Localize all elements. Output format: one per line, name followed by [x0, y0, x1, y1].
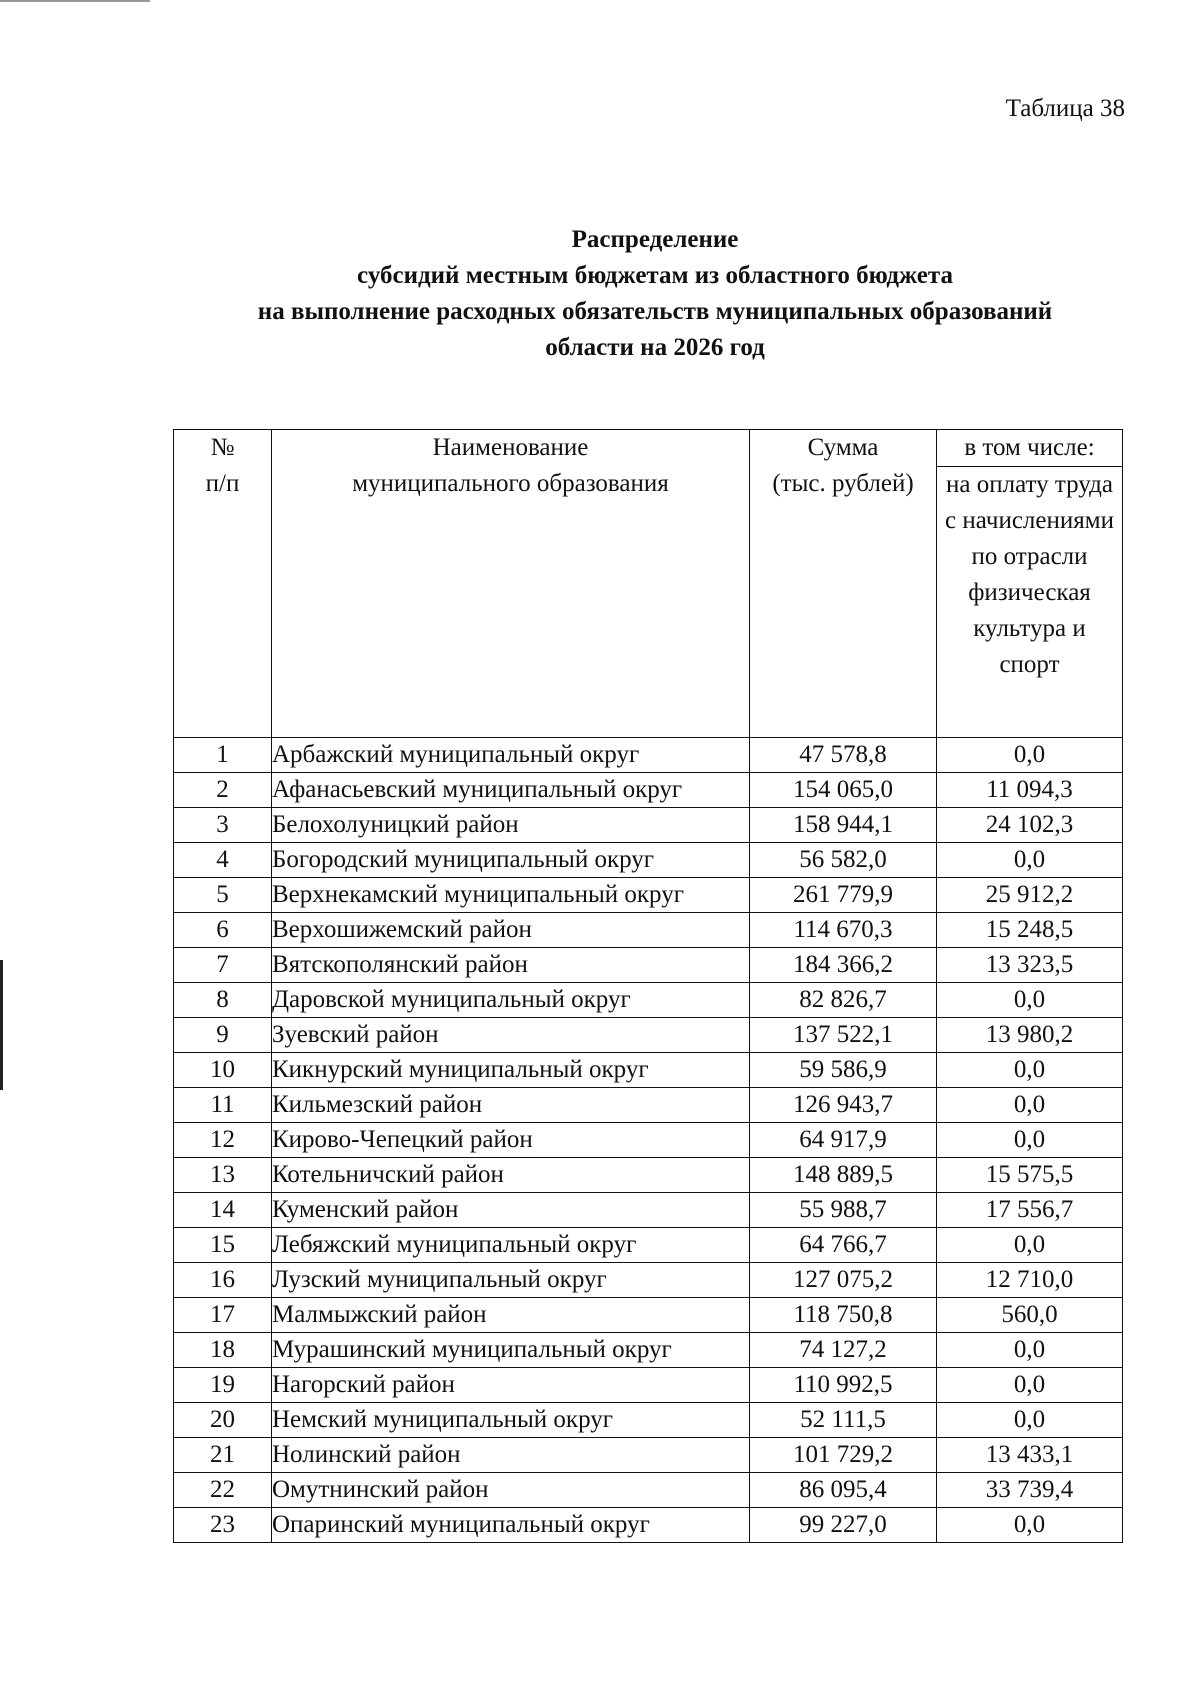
row-name: Котельничский район	[272, 1158, 750, 1193]
table-row	[174, 808, 1123, 843]
table-row	[174, 1298, 1123, 1333]
row-number: 17	[174, 1298, 272, 1333]
row-part: 0,0	[937, 1228, 1123, 1263]
row-part: 0,0	[937, 1088, 1123, 1123]
row-name: Мурашинский муниципальный округ	[272, 1333, 750, 1368]
row-number: 6	[174, 913, 272, 948]
table-row	[174, 1333, 1123, 1368]
table-row	[174, 1403, 1123, 1438]
row-part: 0,0	[937, 1333, 1123, 1368]
row-part: 12 710,0	[937, 1263, 1123, 1298]
row-sum: 52 111,5	[750, 1403, 937, 1438]
scan-edge-mark	[0, 0, 150, 2]
header-text: муниципального образования	[352, 470, 669, 497]
row-number: 9	[174, 1018, 272, 1053]
row-part: 560,0	[937, 1298, 1123, 1333]
row-part: 25 912,2	[937, 878, 1123, 913]
row-sum: 118 750,8	[750, 1298, 937, 1333]
header-text: Сумма	[807, 434, 879, 461]
header-text: №	[210, 434, 235, 461]
table-row	[174, 1508, 1123, 1543]
row-part: 33 739,4	[937, 1473, 1123, 1508]
scan-edge-mark-left	[0, 960, 3, 1090]
row-sum: 64 917,9	[750, 1123, 937, 1158]
row-sum: 101 729,2	[750, 1438, 937, 1473]
header-text: (тыс. рублей)	[772, 470, 914, 497]
row-part: 0,0	[937, 738, 1123, 773]
table-row	[174, 1228, 1123, 1263]
row-name: Нагорский район	[272, 1368, 750, 1403]
row-number: 20	[174, 1403, 272, 1438]
table-row	[174, 1368, 1123, 1403]
row-sum: 86 095,4	[750, 1473, 937, 1508]
table-number: Таблица 38	[1005, 95, 1125, 122]
table-row	[174, 913, 1123, 948]
row-sum: 261 779,9	[750, 878, 937, 913]
row-part: 0,0	[937, 1123, 1123, 1158]
column-header-number	[174, 430, 272, 738]
heading-line: на выполнение расходных обязательств муниципальных образований	[257, 298, 1053, 325]
row-part: 15 575,5	[937, 1158, 1123, 1193]
row-part: 0,0	[937, 1053, 1123, 1088]
row-number: 2	[174, 773, 272, 808]
row-part: 17 556,7	[937, 1193, 1123, 1228]
row-name: Лебяжский муниципальный округ	[272, 1228, 750, 1263]
table-row	[174, 1193, 1123, 1228]
row-number: 5	[174, 878, 272, 913]
row-sum: 158 944,1	[750, 808, 937, 843]
table-row	[174, 738, 1123, 773]
row-name: Кирово-Чепецкий район	[272, 1123, 750, 1158]
row-number: 10	[174, 1053, 272, 1088]
row-name: Вятскополянский район	[272, 948, 750, 983]
row-name: Опаринский муниципальный округ	[272, 1508, 750, 1543]
row-number: 1	[174, 738, 272, 773]
row-number: 23	[174, 1508, 272, 1543]
table-row	[174, 1123, 1123, 1158]
row-name: Арбажский муниципальный округ	[272, 738, 750, 773]
row-number: 18	[174, 1333, 272, 1368]
table-row	[174, 1088, 1123, 1123]
heading-line: субсидий местным бюджетам из областного бюджета	[357, 262, 953, 289]
row-part: 0,0	[937, 1508, 1123, 1543]
row-number: 4	[174, 843, 272, 878]
heading-line: области на 2026 год	[545, 334, 765, 361]
header-text: п/п	[205, 470, 240, 497]
table-body	[174, 738, 1123, 1543]
row-name: Нолинский район	[272, 1438, 750, 1473]
row-name: Белохолуницкий район	[272, 808, 750, 843]
row-number: 7	[174, 948, 272, 983]
table-row	[174, 843, 1123, 878]
table-row	[174, 1053, 1123, 1088]
row-part: 0,0	[937, 983, 1123, 1018]
row-name: Даровской муниципальный округ	[272, 983, 750, 1018]
row-part: 24 102,3	[937, 808, 1123, 843]
table-row	[174, 1158, 1123, 1193]
row-part: 13 323,5	[937, 948, 1123, 983]
column-header-sum	[750, 430, 937, 738]
row-number: 8	[174, 983, 272, 1018]
row-number: 13	[174, 1158, 272, 1193]
table-row	[174, 773, 1123, 808]
row-name: Немский муниципальный округ	[272, 1403, 750, 1438]
row-number: 22	[174, 1473, 272, 1508]
heading-line: Распределение	[571, 226, 739, 253]
row-name: Зуевский район	[272, 1018, 750, 1053]
row-sum: 127 075,2	[750, 1263, 937, 1298]
row-part: 0,0	[937, 1368, 1123, 1403]
row-sum: 184 366,2	[750, 948, 937, 983]
table-row	[174, 948, 1123, 983]
row-part: 0,0	[937, 843, 1123, 878]
row-sum: 47 578,8	[750, 738, 937, 773]
row-part: 11 094,3	[937, 773, 1123, 808]
row-part: 13 433,1	[937, 1438, 1123, 1473]
table-row	[174, 1018, 1123, 1053]
table-row	[174, 983, 1123, 1018]
row-sum: 64 766,7	[750, 1228, 937, 1263]
row-sum: 154 065,0	[750, 773, 937, 808]
row-sum: 82 826,7	[750, 983, 937, 1018]
row-number: 16	[174, 1263, 272, 1298]
subsidy-table	[173, 429, 1123, 1543]
row-sum: 74 127,2	[750, 1333, 937, 1368]
row-name: Афанасьевский муниципальный округ	[272, 773, 750, 808]
column-header-including: в том числе:	[937, 430, 1123, 467]
row-name: Малмыжский район	[272, 1298, 750, 1333]
row-sum: 110 992,5	[750, 1368, 937, 1403]
row-name: Кикнурский муниципальный округ	[272, 1053, 750, 1088]
row-name: Верхнекамский муниципальный округ	[272, 878, 750, 913]
row-name: Куменский район	[272, 1193, 750, 1228]
row-number: 14	[174, 1193, 272, 1228]
row-number: 11	[174, 1088, 272, 1123]
row-name: Богородский муниципальный округ	[272, 843, 750, 878]
row-number: 19	[174, 1368, 272, 1403]
row-part: 13 980,2	[937, 1018, 1123, 1053]
table-row	[174, 1263, 1123, 1298]
document-heading	[160, 222, 1150, 366]
row-sum: 148 889,5	[750, 1158, 937, 1193]
row-sum: 137 522,1	[750, 1018, 937, 1053]
row-number: 21	[174, 1438, 272, 1473]
table-row	[174, 878, 1123, 913]
row-number: 3	[174, 808, 272, 843]
row-sum: 59 586,9	[750, 1053, 937, 1088]
row-part: 15 248,5	[937, 913, 1123, 948]
row-sum: 114 670,3	[750, 913, 937, 948]
row-name: Кильмезский район	[272, 1088, 750, 1123]
row-number: 12	[174, 1123, 272, 1158]
row-sum: 126 943,7	[750, 1088, 937, 1123]
header-text: Наименование	[432, 434, 589, 461]
row-sum: 55 988,7	[750, 1193, 937, 1228]
row-sum: 99 227,0	[750, 1508, 937, 1543]
row-sum: 56 582,0	[750, 843, 937, 878]
column-header-part: на оплату труда с начислениями по отрасли физическая культура и спорт	[937, 467, 1123, 738]
table-row	[174, 1438, 1123, 1473]
row-number: 15	[174, 1228, 272, 1263]
column-header-name	[272, 430, 750, 738]
row-name: Верхошижемский район	[272, 913, 750, 948]
table-row	[174, 1473, 1123, 1508]
row-name: Лузский муниципальный округ	[272, 1263, 750, 1298]
row-part: 0,0	[937, 1403, 1123, 1438]
row-name: Омутнинский район	[272, 1473, 750, 1508]
